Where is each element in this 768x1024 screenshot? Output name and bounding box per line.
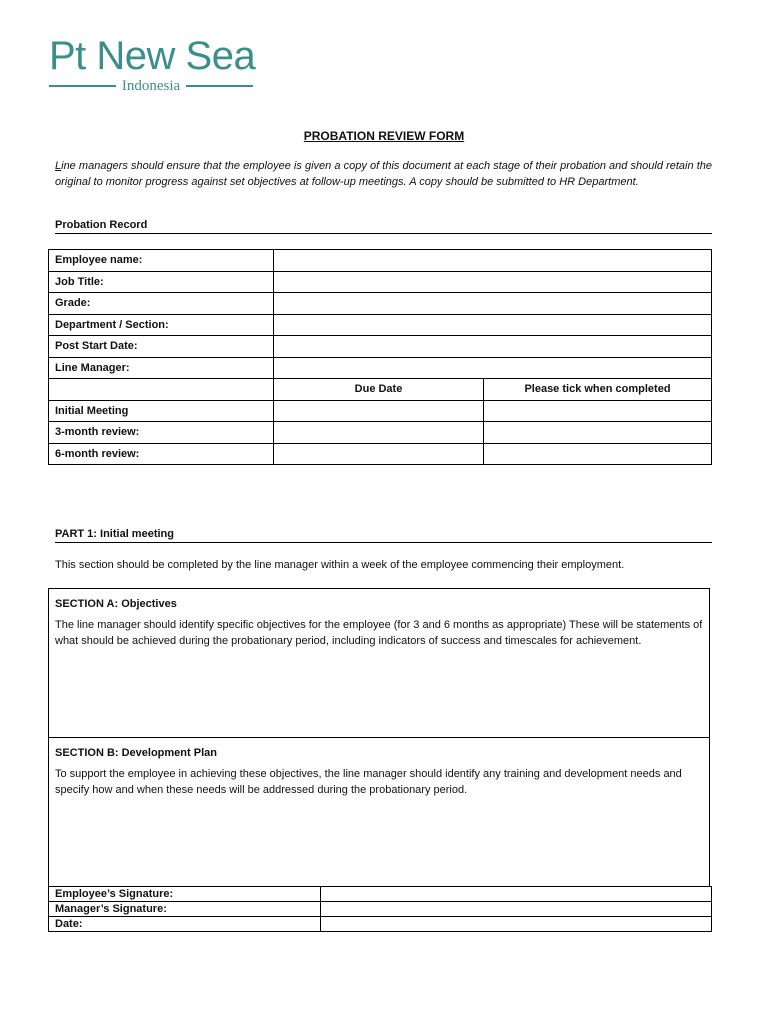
- intro-paragraph: [55, 159, 712, 190]
- post-start-date-input[interactable]: [274, 336, 712, 358]
- job-title-input[interactable]: [274, 271, 712, 293]
- intro-first-letter: L: [55, 160, 62, 172]
- part1-text: This section should be completed by the line manager within a week of the employee commencing their employment.: [55, 559, 625, 571]
- signature-label: Employee’s Signature:: [49, 887, 321, 902]
- part1-heading: PART 1: Initial meeting: [55, 528, 712, 543]
- section-a-box[interactable]: [48, 588, 710, 738]
- initial-meeting-tick-cell[interactable]: [484, 400, 712, 422]
- tick-header: Please tick when completed: [484, 379, 712, 401]
- logo-left-rule: [49, 85, 116, 87]
- section-b-text: To support the employee in achieving these objectives, the line manager should identify any training and development needs and specify how and when these needs will be addressed during the probationary period.: [55, 768, 682, 796]
- logo-right-rule: [186, 85, 253, 87]
- signature-label: Manager’s Signature:: [49, 902, 321, 917]
- table-row: [49, 357, 712, 379]
- table-row: [49, 293, 712, 315]
- field-label: Grade:: [49, 293, 274, 315]
- three-month-tick-cell[interactable]: [484, 422, 712, 444]
- table-row: [49, 422, 712, 444]
- empty-header-cell: [49, 379, 274, 401]
- employee-name-input[interactable]: [274, 250, 712, 272]
- probation-record-table: [48, 249, 712, 465]
- table-row: [49, 887, 712, 902]
- signature-label: Date:: [49, 917, 321, 932]
- six-month-due-date-input[interactable]: [274, 443, 484, 465]
- table-row: [49, 902, 712, 917]
- company-logo: [49, 34, 256, 94]
- line-manager-input[interactable]: [274, 357, 712, 379]
- logo-main-text: Pt New Sea: [49, 34, 256, 78]
- employee-signature-field[interactable]: [321, 887, 712, 902]
- review-label: 3-month review:: [49, 422, 274, 444]
- section-b-heading: SECTION B: Development Plan: [55, 747, 217, 759]
- table-row: [49, 400, 712, 422]
- table-row: [49, 314, 712, 336]
- department-input[interactable]: [274, 314, 712, 336]
- intro-text: ine managers should ensure that the employee is given a copy of this document at each stage of their probation and should retain the original to monitor progress against set objectives at follow-up meetings. A copy should be submitted to HR Department.: [55, 160, 712, 188]
- field-label: Employee name:: [49, 250, 274, 272]
- logo-sub-text: Indonesia: [121, 78, 181, 94]
- field-label: Department / Section:: [49, 314, 274, 336]
- section-a-text: The line manager should identify specific objectives for the employee (for 3 and 6 months as appropriate) These will be statements of what should be achieved during the probationary period, including indicators of success and timescales for achievement.: [55, 619, 703, 647]
- date-field[interactable]: [321, 917, 712, 932]
- form-title: PROBATION REVIEW FORM: [303, 129, 465, 143]
- table-row: [49, 271, 712, 293]
- field-label: Line Manager:: [49, 357, 274, 379]
- table-row: [49, 336, 712, 358]
- section-a-heading: SECTION A: Objectives: [55, 598, 177, 610]
- table-row: [49, 443, 712, 465]
- table-row: [49, 917, 712, 932]
- review-label: Initial Meeting: [49, 400, 274, 422]
- section-b-box[interactable]: [48, 737, 710, 887]
- probation-record-heading: Probation Record: [55, 219, 712, 234]
- signature-table: [48, 886, 712, 932]
- three-month-due-date-input[interactable]: [274, 422, 484, 444]
- table-header-row: [49, 379, 712, 401]
- field-label: Job Title:: [49, 271, 274, 293]
- initial-meeting-due-date-input[interactable]: [274, 400, 484, 422]
- review-label: 6-month review:: [49, 443, 274, 465]
- field-label: Post Start Date:: [49, 336, 274, 358]
- manager-signature-field[interactable]: [321, 902, 712, 917]
- table-row: [49, 250, 712, 272]
- due-date-header: Due Date: [274, 379, 484, 401]
- six-month-tick-cell[interactable]: [484, 443, 712, 465]
- grade-input[interactable]: [274, 293, 712, 315]
